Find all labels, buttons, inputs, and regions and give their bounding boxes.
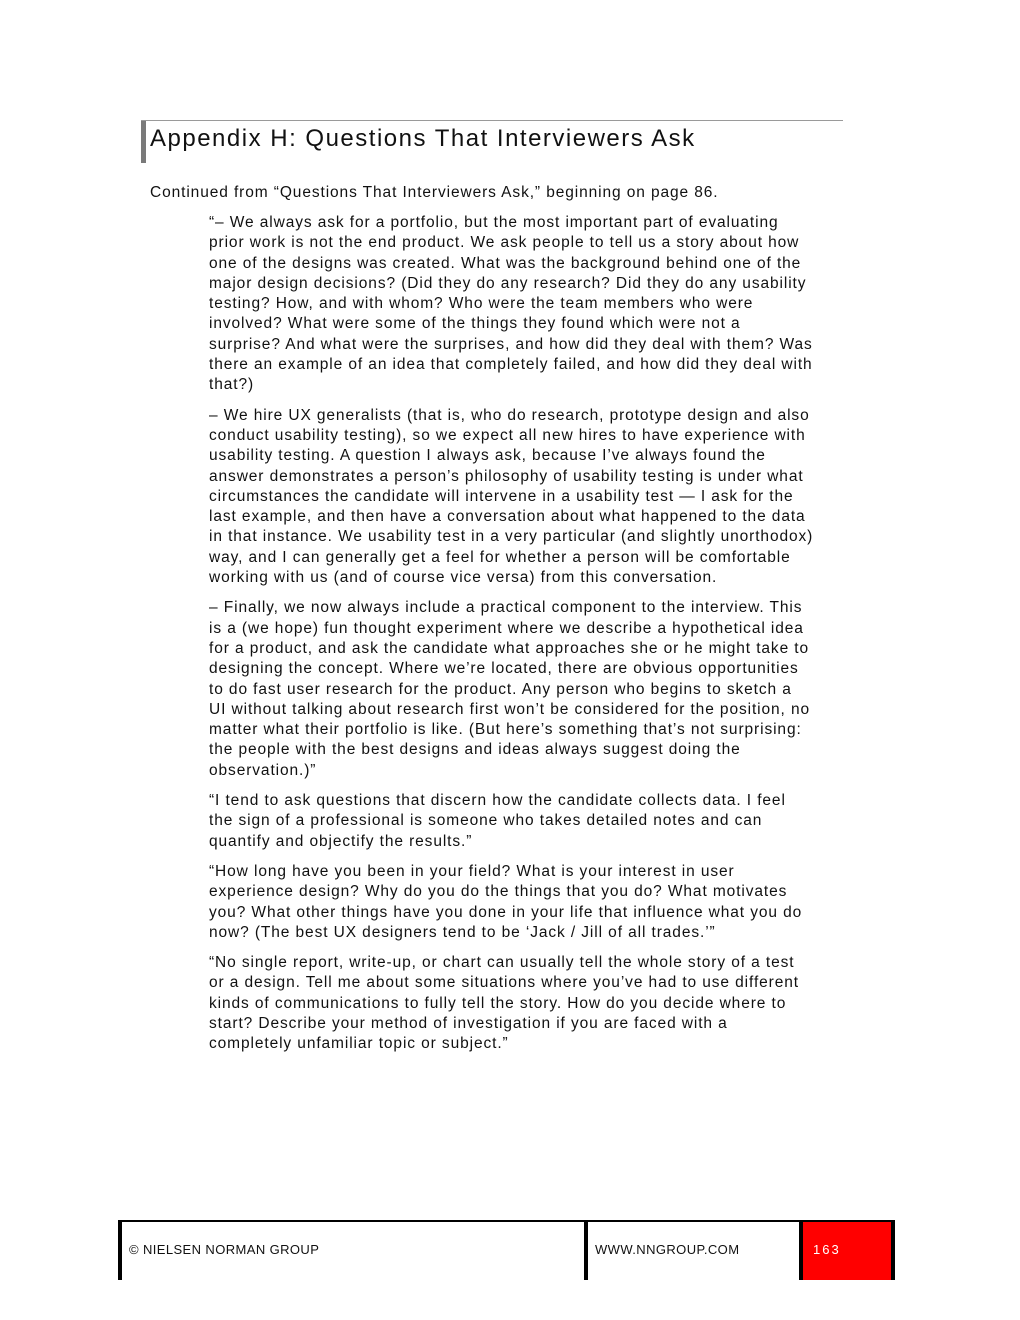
quotes-block bbox=[209, 213, 814, 1065]
section-heading-bar bbox=[141, 120, 843, 163]
footer-divider bbox=[891, 1220, 895, 1280]
footer-divider bbox=[118, 1220, 122, 1280]
footer-divider bbox=[584, 1220, 588, 1280]
footer-copyright: © NIELSEN NORMAN GROUP bbox=[129, 1242, 320, 1257]
page-title: Appendix H: Questions That Interviewers Ask bbox=[150, 125, 696, 152]
heading-accent-bar bbox=[141, 121, 146, 163]
quote-paragraph: “No single report, write-up, or chart can usually tell the whole story of a test or a design. Tell me about some situations where you’ve had to use different kinds of communications to fully tell the story. How do you decide where to start? Describe your method of investigation if you are faced with a completely unfamiliar topic or subject.” bbox=[209, 954, 799, 1053]
page-number: 163 bbox=[813, 1242, 841, 1257]
quote-paragraph: “– We always ask for a portfolio, but the most important part of evaluating prior work is not the end product. We ask people to tell us a story about how one of the designs was created. What was the background behind one of the major design decisions? (Did they do any research? Did they do any usability testing? How, and with whom? Who were the team members who were involved? What were some of the things they found which were not a surprise? And what were the surprises, and how did they deal with them? Was there an example of an idea that completely failed, and how did they deal with that?) bbox=[209, 214, 813, 394]
quote-paragraph: – Finally, we now always include a practical component to the interview. This is a (we hope) fun thought experiment where we describe a hypothetical idea for a product, and ask the candidate what approaches she or he might take to designing the concept. Where we’re located, there are obvious opportunities to do fast user research for the product. Any person who begins to sketch a UI without talking about research first won’t be considered for the position, no matter what their portfolio is like. (But here’s something that’s not surprising: the people with the best designs and ideas always suggest doing the observation.)” bbox=[209, 599, 811, 779]
quote-paragraph: “I tend to ask questions that discern how the candidate collects data. I feel the sign of a professional is someone who takes detailed notes and can quantify and objectify the results.” bbox=[209, 792, 786, 850]
page-footer bbox=[118, 1220, 895, 1280]
quote-paragraph: – We hire UX generalists (that is, who do research, prototype design and also conduct usability testing), so we expect all new hires to have experience with usability testing. A question I always ask, because I’ve always found the answer demonstrates a person’s philosophy of usability testing is under what circumstances the candidate will intervene in a usability test — I ask for the last example, and then have a conversation about what happened to the data in that instance. We usability test in a very particular (and slightly unorthodox) way, and I can generally get a feel for whether a person will be comfortable working with us (and of course vice versa) from this conversation. bbox=[209, 406, 814, 587]
footer-rule bbox=[118, 1220, 895, 1222]
quote-paragraph: “How long have you been in your field? What is your interest in user experience design? Why do you do the things that you do? What motivates you? What other things have you done in your life that influence what you do now? (The best UX designers tend to be ‘Jack / Jill of all trades.’” bbox=[209, 862, 803, 941]
footer-website-link[interactable]: WWW.NNGROUP.COM bbox=[595, 1242, 740, 1257]
page-number-box bbox=[803, 1222, 891, 1280]
intro-text: Continued from “Questions That Interviewers Ask,” beginning on page 86. bbox=[150, 184, 719, 201]
